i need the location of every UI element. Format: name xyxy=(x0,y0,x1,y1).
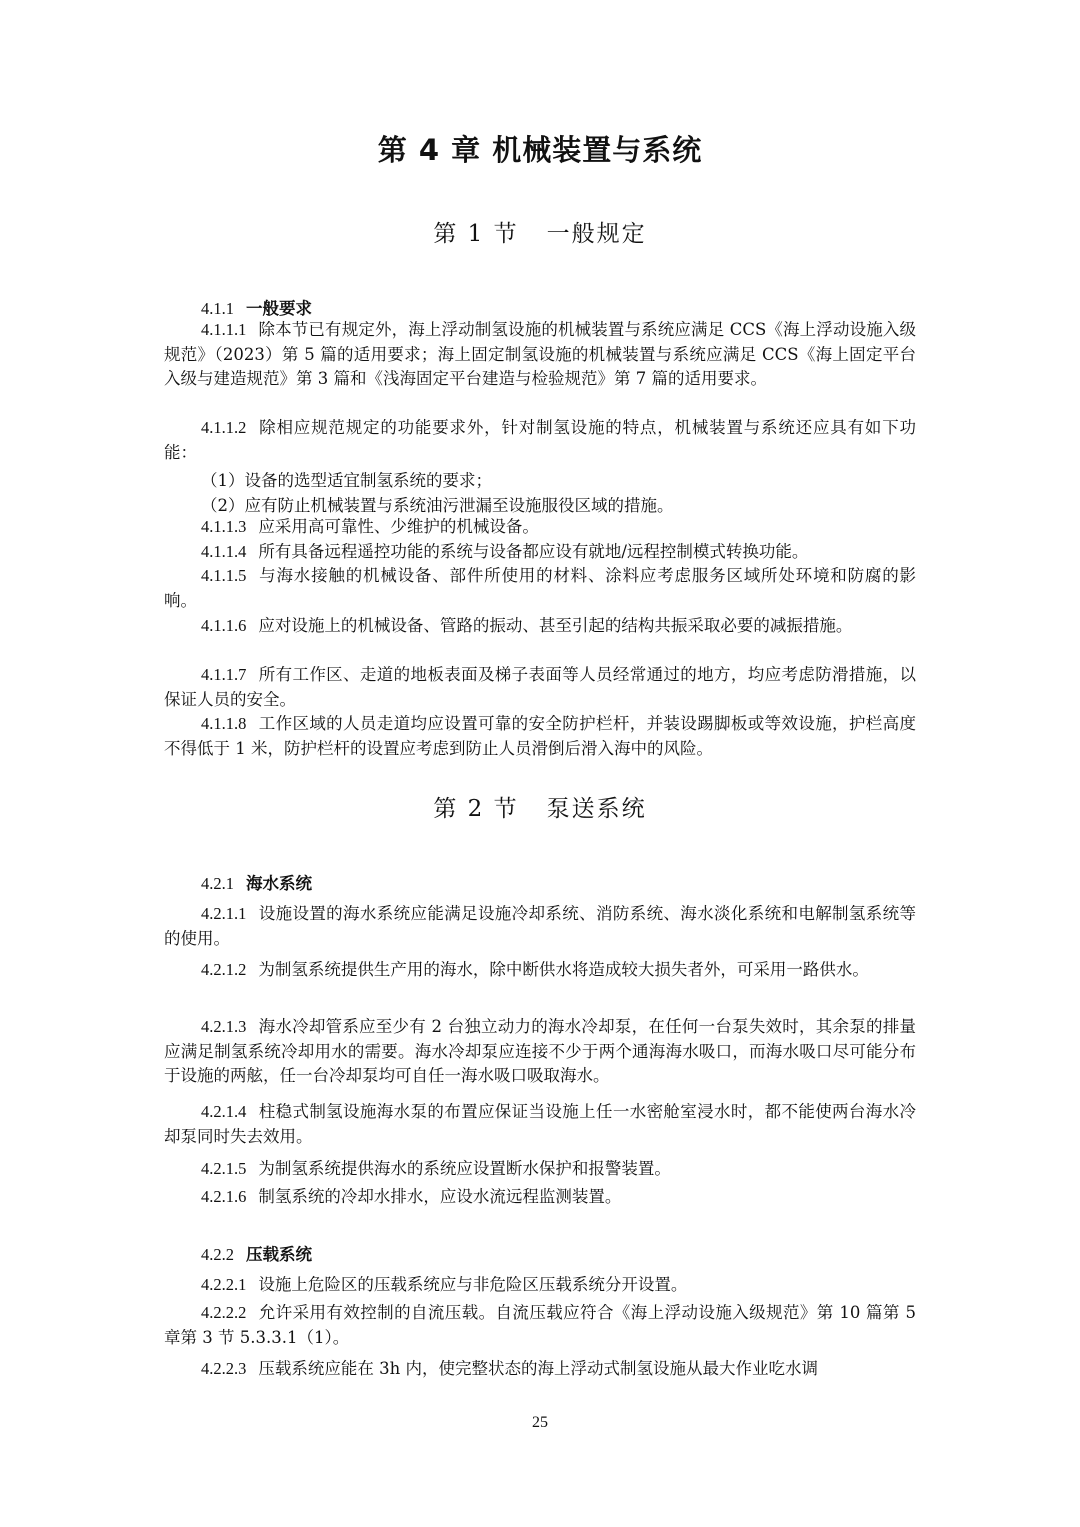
section-name: 泵送系统 xyxy=(546,796,647,822)
clause-number: 4.1.1.5 xyxy=(201,566,247,585)
clause-4-2-1-3 xyxy=(164,1015,916,1089)
section-number: 第 1 节 xyxy=(433,221,519,247)
clause-number: 4.2.1.3 xyxy=(201,1017,247,1036)
clause-4-2-2-2 xyxy=(164,1301,916,1350)
clause-text: 除相应规范规定的功能要求外，针对制氢设施的特点，机械装置与系统还应具有如下功能： xyxy=(164,418,916,462)
clause-4-1-1-2 xyxy=(164,416,916,465)
clause-text: 工作区域的人员走道均应设置可靠的安全防护栏杆，并装设踢脚板或等效设施，护栏高度不得低于 1 米，防护栏杆的设置应考虑到防止人员滑倒后滑入海中的风险。 xyxy=(164,714,916,758)
clause-number: 4.1.1.4 xyxy=(201,542,247,561)
list-item-1: （1）设备的选型适宜制氢系统的要求； xyxy=(201,471,492,490)
clause-text: 除本节已有规定外，海上浮动制氢设施的机械装置与系统应满足 CCS《海上浮动设施入级规范》（2023）第 5 篇的适用要求；海上固定制氢设施的机械装置与系统应满足 CCS《海上固定平台入级与建造规范》第 3 篇和《浅海固定平台建造与检验规范》第 7 篇的适用要求。 xyxy=(164,320,916,388)
clause-4-1-1-5 xyxy=(164,564,916,613)
clause-text: 应对设施上的机械设备、管路的振动、甚至引起的结构共振采取必要的减振措施。 xyxy=(258,616,853,635)
clause-4-1-1-6 xyxy=(164,614,916,639)
clause-number: 4.2.1.5 xyxy=(201,1159,247,1178)
clause-4-1-1-1 xyxy=(164,318,916,392)
clause-number: 4.2.1.4 xyxy=(201,1102,247,1121)
clause-text: 制氢系统的冷却水排水，应设水流远程监测装置。 xyxy=(258,1187,622,1206)
clause-text: 所有具备远程遥控功能的系统与设备都应设有就地/远程控制模式转换功能。 xyxy=(258,542,809,561)
clause-4-2-2-3 xyxy=(164,1357,916,1382)
section-2-title xyxy=(0,790,1080,823)
clause-number: 4.1.1 xyxy=(201,299,234,318)
clause-number: 4.2.1.2 xyxy=(201,960,247,979)
clause-number: 4.2.2.1 xyxy=(201,1275,247,1294)
clause-number: 4.1.1.8 xyxy=(201,714,247,733)
clause-heading-4-1-1 xyxy=(201,295,312,319)
clause-4-2-1-6 xyxy=(164,1185,916,1210)
clause-4-1-1-3 xyxy=(164,515,916,540)
clause-number: 4.2.1.1 xyxy=(201,904,247,923)
clause-heading-text: 海水系统 xyxy=(246,874,312,893)
clause-text: 允许采用有效控制的自流压载。自流压载应符合《海上浮动设施入级规范》第 10 篇第 5 章第 3 节 5.3.3.1（1）。 xyxy=(164,1303,916,1347)
clause-4-2-2-1 xyxy=(164,1273,916,1298)
clause-text: 与海水接触的机械设备、部件所使用的材料、涂料应考虑服务区域所处环境和防腐的影响。 xyxy=(164,566,916,610)
section-number: 第 2 节 xyxy=(433,796,519,822)
clause-4-1-1-4 xyxy=(164,540,916,565)
clause-number: 4.1.1.1 xyxy=(201,320,247,339)
clause-text: 应采用高可靠性、少维护的机械设备。 xyxy=(258,517,539,536)
clause-text: 为制氢系统提供海水的系统应设置断水保护和报警装置。 xyxy=(258,1159,671,1178)
clause-number: 4.1.1.2 xyxy=(201,418,247,437)
clause-4-2-1-4 xyxy=(164,1100,916,1149)
clause-number: 4.1.1.3 xyxy=(201,517,247,536)
clause-4-1-1-8 xyxy=(164,712,916,761)
clause-number: 4.2.2 xyxy=(201,1245,234,1264)
list-item-2: （2）应有防止机械装置与系统油污泄漏至设施服役区域的措施。 xyxy=(201,496,674,515)
clause-text: 设施设置的海水系统应能满足设施冷却系统、消防系统、海水淡化系统和电解制氢系统等的使用。 xyxy=(164,904,916,948)
clause-4-2-1-5 xyxy=(164,1157,916,1182)
clause-text: 设施上危险区的压载系统应与非危险区压载系统分开设置。 xyxy=(258,1275,688,1294)
section-1-title xyxy=(0,215,1080,248)
clause-number: 4.1.1.6 xyxy=(201,616,247,635)
section-name: 一般规定 xyxy=(546,221,647,247)
clause-text: 所有工作区、走道的地板表面及梯子表面等人员经常通过的地方，均应考虑防滑措施，以保证人员的安全。 xyxy=(164,665,916,709)
chapter-title: 第 4 章 机械装置与系统 xyxy=(377,133,703,167)
clause-number: 4.2.1.6 xyxy=(201,1187,247,1206)
clause-number: 4.2.2.3 xyxy=(201,1359,247,1378)
clause-4-2-1-2 xyxy=(164,958,916,983)
clause-text: 海水冷却管系应至少有 2 台独立动力的海水冷却泵，在任何一台泵失效时，其余泵的排量应满足制氢系统冷却用水的需要。海水冷却泵应连接不少于两个通海海水吸口，而海水吸口尽可能分布于设施的两舷，任一台冷却泵均可自任一海水吸口吸取海水。 xyxy=(164,1017,916,1085)
clause-number: 4.2.1 xyxy=(201,874,234,893)
clause-heading-4-2-2 xyxy=(201,1241,312,1265)
clause-4-1-1-7 xyxy=(164,663,916,712)
clause-heading-4-2-1 xyxy=(201,870,312,894)
page-number: 25 xyxy=(532,1414,548,1431)
clause-number: 4.2.2.2 xyxy=(201,1303,247,1322)
clause-4-2-1-1 xyxy=(164,902,916,951)
clause-text: 为制氢系统提供生产用的海水，除中断供水将造成较大损失者外，可采用一路供水。 xyxy=(258,960,869,979)
clause-text: 压载系统应能在 3h 内，使完整状态的海上浮动式制氢设施从最大作业吃水调 xyxy=(258,1359,818,1378)
clause-heading-text: 一般要求 xyxy=(246,299,312,318)
clause-text: 柱稳式制氢设施海水泵的布置应保证当设施上任一水密舱室浸水时，都不能使两台海水冷却泵同时失去效用。 xyxy=(164,1102,916,1146)
clause-heading-text: 压载系统 xyxy=(246,1245,312,1264)
clause-number: 4.1.1.7 xyxy=(201,665,247,684)
